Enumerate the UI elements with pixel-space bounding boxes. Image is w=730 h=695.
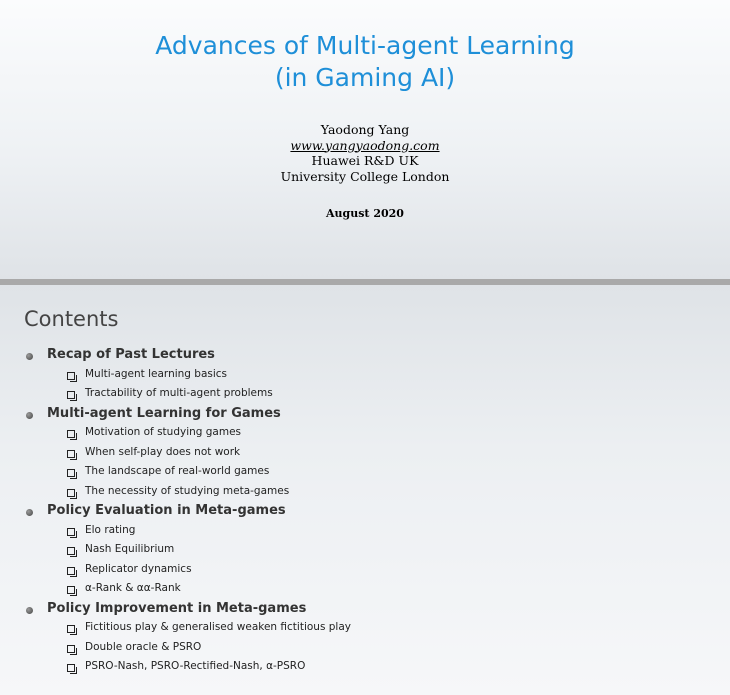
presentation-date: August 2020: [326, 207, 404, 220]
list-item: [26, 562, 706, 582]
item-label: Double oracle & PSRO: [85, 640, 202, 653]
item-label: Motivation of studying games: [85, 426, 242, 438]
list-item: [26, 464, 706, 484]
list-item: [26, 542, 706, 562]
list-item: [26, 386, 706, 406]
checkbox-icon: [67, 645, 75, 653]
section-recap: [26, 347, 706, 367]
checkbox-icon: [67, 664, 75, 672]
checkbox-icon: [67, 430, 75, 438]
item-label: Nash Equilibrium: [85, 543, 175, 555]
bullet-icon: [26, 607, 33, 614]
title-line-1: Advances of Multi-agent Learning: [155, 31, 575, 60]
checkbox-icon: [67, 586, 75, 594]
item-label: When self-play does not work: [85, 445, 241, 458]
website-link[interactable]: www.yangyaodong.com: [290, 137, 440, 153]
section-label: Policy Improvement in Meta-games: [47, 600, 307, 616]
bullet-icon: [26, 353, 33, 360]
section-policy-improvement: [26, 601, 706, 621]
author-block: [0, 122, 730, 184]
list-item: [26, 484, 706, 504]
affiliation-1: Huawei R&D UK: [311, 153, 419, 168]
checkbox-icon: [67, 450, 75, 458]
bullet-icon: [26, 412, 33, 419]
contents-list: [26, 347, 706, 679]
list-item: [26, 445, 706, 465]
section-policy-evaluation: [26, 503, 706, 523]
item-label: Multi-agent learning basics: [85, 367, 228, 380]
item-label: Tractability of multi-agent problems: [85, 387, 273, 399]
checkbox-icon: [67, 528, 75, 536]
list-item: [26, 659, 706, 679]
title-slide: [0, 0, 730, 279]
item-label: Elo rating: [85, 523, 136, 536]
list-item: [26, 523, 706, 543]
list-item: [26, 367, 706, 387]
author-name: Yaodong Yang: [320, 122, 410, 137]
item-label: α-Rank & αα-Rank: [85, 582, 181, 594]
checkbox-icon: [67, 547, 75, 555]
title-line-2: (in Gaming AI): [274, 63, 456, 92]
checkbox-icon: [67, 372, 75, 380]
item-label: The necessity of studying meta-games: [85, 484, 290, 497]
section-label: Recap of Past Lectures: [47, 347, 215, 362]
item-label: Replicator dynamics: [85, 562, 192, 575]
checkbox-icon: [67, 469, 75, 477]
section-label: Policy Evaluation in Meta-games: [47, 503, 286, 518]
checkbox-icon: [67, 391, 75, 399]
section-label: Multi-agent Learning for Games: [47, 405, 281, 421]
affiliation-2: University College London: [280, 168, 450, 184]
bullet-icon: [26, 509, 33, 516]
checkbox-icon: [67, 625, 75, 633]
section-games: [26, 406, 706, 426]
list-item: [26, 640, 706, 660]
contents-title: Contents: [24, 307, 119, 331]
presentation-title: [0, 30, 730, 94]
contents-slide: [0, 285, 730, 695]
item-label: Fictitious play & generalised weaken fictitious play: [85, 621, 351, 633]
checkbox-icon: [67, 567, 75, 575]
checkbox-icon: [67, 489, 75, 497]
item-label: PSRO-Nash, PSRO-Rectified-Nash, α-PSRO: [85, 660, 306, 672]
list-item: [26, 620, 706, 640]
list-item: [26, 581, 706, 601]
item-label: The landscape of real-world games: [85, 465, 270, 477]
list-item: [26, 425, 706, 445]
